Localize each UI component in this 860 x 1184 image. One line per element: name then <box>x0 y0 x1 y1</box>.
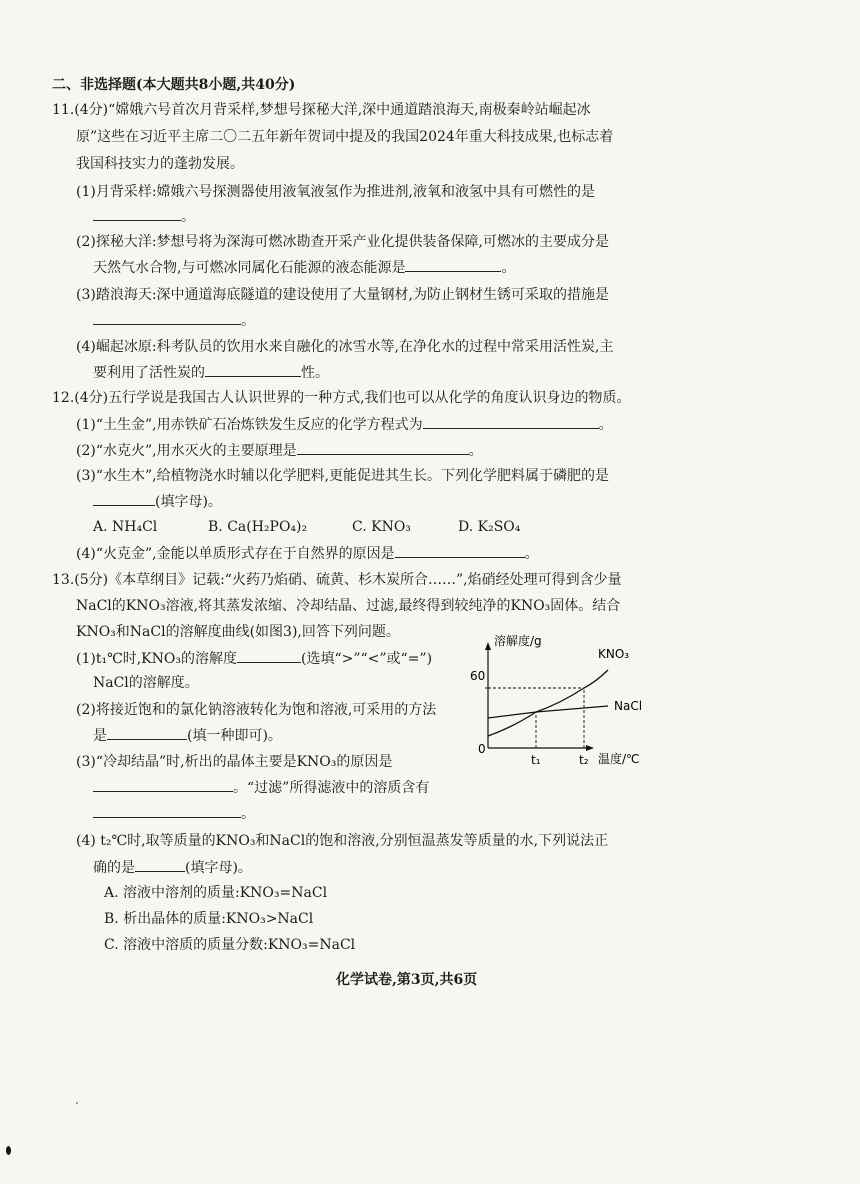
punct: 。 <box>241 806 255 822</box>
q13-part2-hint: (填一种即可)。 <box>187 728 282 744</box>
punct: 。 <box>598 417 613 433</box>
q12-part4-text: (4)“火克金”,金能以单质形式存在于自然界的原因是 <box>76 546 395 562</box>
q13-stem-line1: 13.(5分)《本草纲目》记载:“火药乃焰硝、硫黄、杉木炭所合……”,焰硝经处理可得到含少量 <box>52 572 622 588</box>
q11-part1: (1)月背采样:嫦娥六号探测器使用液氧液氢作为推进剂,液氧和液氢中具有可燃性的是 <box>76 184 595 200</box>
q12-option-c: C. KNO₃ <box>352 519 411 535</box>
q11-part4-end: 性。 <box>301 365 329 381</box>
q11-part4-line2 <box>93 362 329 383</box>
punct: 。 <box>468 443 483 459</box>
q11-stem-line2: 原”这些在习近平主席二〇二五年新年贺词中提及的我国2024年重大科技成果,也标志着 <box>76 129 614 145</box>
q11-part1-answer-line <box>93 206 195 227</box>
q13-part4-text: 确的是 <box>93 860 135 876</box>
q11-stem-line1: 11.(4分)“嫦娥六号首次月背采样,梦想号探秘大洋,深中通道踏浪海天,南极秦岭站崛起冰 <box>52 102 591 118</box>
q11-part2-line2 <box>93 257 515 278</box>
y-axis-label: 溶解度/g <box>494 634 542 648</box>
series-label: NaCl <box>614 699 643 713</box>
q13-part2-line2 <box>93 725 282 746</box>
q13-part2: (2)将接近饱和的氯化钠溶液转化为饱和溶液,可采用的方法 <box>76 702 437 718</box>
answer-blank[interactable] <box>93 491 155 506</box>
x-tick-label: t₁ <box>531 753 541 767</box>
q11-part4-text: 要利用了活性炭的 <box>93 365 205 381</box>
punct: 。 <box>241 313 255 329</box>
q12-option-a: A. NH₄Cl <box>93 519 158 535</box>
answer-blank[interactable] <box>205 362 301 377</box>
q12-part1 <box>76 414 613 435</box>
answer-blank[interactable] <box>423 414 599 429</box>
origin-label: 0 <box>478 742 486 756</box>
punct: 。 <box>181 209 195 225</box>
q13-option-c: C. 溶液中溶质的质量分数:KNO₃=NaCl <box>104 937 356 953</box>
q12-part2-text: (2)“水克火”,用水灭火的主要原理是 <box>76 443 297 459</box>
q13-stem-line2: NaCl的KNO₃溶液,将其蒸发浓缩、冷却结晶、过滤,最终得到较纯净的KNO₃固体。结合 <box>76 598 621 614</box>
q12-part3: (3)“水生木”,给植物浇水时辅以化学肥料,更能促进其生长。下列化学肥料属于磷肥的是 <box>76 468 610 484</box>
q11-stem-line3: 我国科技实力的蓬勃发展。 <box>76 156 244 172</box>
scan-speck <box>76 1102 78 1104</box>
section-title: 二、非选择题(本大题共8小题,共40分) <box>52 77 296 93</box>
answer-blank[interactable] <box>93 206 181 221</box>
q12-part3-line2 <box>93 491 222 512</box>
q13-part4: (4) t₂℃时,取等质量的KNO₃和NaCl的饱和溶液,分别恒温蒸发等质量的水,下列说法正 <box>76 833 609 849</box>
q11-part3-answer-line <box>93 310 255 331</box>
series-line-kno3 <box>488 670 608 736</box>
punct: 。 <box>524 546 539 562</box>
q13-part1-text: (1)t₁℃时,KNO₃的溶解度 <box>76 651 237 667</box>
answer-blank[interactable] <box>237 648 301 663</box>
q13-part1-line2: NaCl的溶解度。 <box>93 675 199 691</box>
x-axis-arrow <box>586 745 594 751</box>
answer-blank[interactable] <box>107 725 187 740</box>
q11-part2: (2)探秘大洋:梦想号将为深海可燃冰勘查开采产业化提供装备保障,可燃冰的主要成分是 <box>76 234 609 250</box>
answer-blank[interactable] <box>93 310 241 325</box>
q12-stem: 12.(4分)五行学说是我国古人认识世界的一种方式,我们也可以从化学的角度认识身边的物质。 <box>52 390 631 406</box>
punct: 。 <box>501 260 516 276</box>
q12-part1-text: (1)“土生金”,用赤铁矿石冶炼铁发生反应的化学方程式为 <box>76 417 423 433</box>
q12-part3-hint: (填字母)。 <box>155 494 222 510</box>
q13-part1 <box>76 648 432 669</box>
answer-blank[interactable] <box>405 257 501 272</box>
q13-part3-line3 <box>93 803 255 824</box>
x-axis-label: 温度/℃ <box>598 752 640 766</box>
answer-blank[interactable] <box>93 777 233 792</box>
y-tick-label: 60 <box>470 669 486 683</box>
q13-stem-line3: KNO₃和NaCl的溶解度曲线(如图3),回答下列问题。 <box>76 624 400 640</box>
answer-blank[interactable] <box>93 803 241 818</box>
y-axis-arrow <box>485 642 491 650</box>
q11-part4: (4)崛起冰原:科考队员的饮用水来自融化的冰雪水等,在净化水的过程中常采用活性炭,主 <box>76 339 614 355</box>
q13-part4-line2 <box>93 857 252 878</box>
q13-part1-hint: (选填“>”“<”或“=”) <box>300 651 433 667</box>
x-tick-label: t₂ <box>579 753 589 767</box>
q13-option-a: A. 溶液中溶剂的质量:KNO₃=NaCl <box>104 885 328 901</box>
answer-blank[interactable] <box>135 857 185 872</box>
chart-marks <box>485 647 642 767</box>
q13-part2-text: 是 <box>93 728 107 744</box>
q13-part3: (3)“冷却结晶”时,析出的晶体主要是KNO₃的原因是 <box>76 754 393 770</box>
page-footer: 化学试卷,第3页,共6页 <box>336 972 478 988</box>
q11-part2-text: 天然气水合物,与可燃冰同属化石能源的液态能源是 <box>93 260 406 276</box>
q12-part2 <box>76 440 483 461</box>
q13-part4-hint: (填字母)。 <box>185 860 252 876</box>
scan-speck <box>6 1146 11 1155</box>
q13-part3-text: 。“过滤”所得滤液中的溶质含有 <box>233 780 430 796</box>
answer-blank[interactable] <box>297 440 469 455</box>
solubility-chart <box>448 632 660 780</box>
q12-option-d: D. K₂SO₄ <box>458 519 521 535</box>
q13-option-b: B. 析出晶体的质量:KNO₃>NaCl <box>104 911 314 927</box>
answer-blank[interactable] <box>395 543 525 558</box>
series-label: KNO₃ <box>598 647 630 661</box>
q12-option-b: B. Ca(H₂PO₄)₂ <box>208 519 308 535</box>
q13-part3-line2 <box>93 777 429 798</box>
q11-part3: (3)踏浪海天:深中通道海底隧道的建设使用了大量钢材,为防止钢材生锈可采取的措施是 <box>76 287 609 303</box>
q12-part4 <box>76 543 539 564</box>
